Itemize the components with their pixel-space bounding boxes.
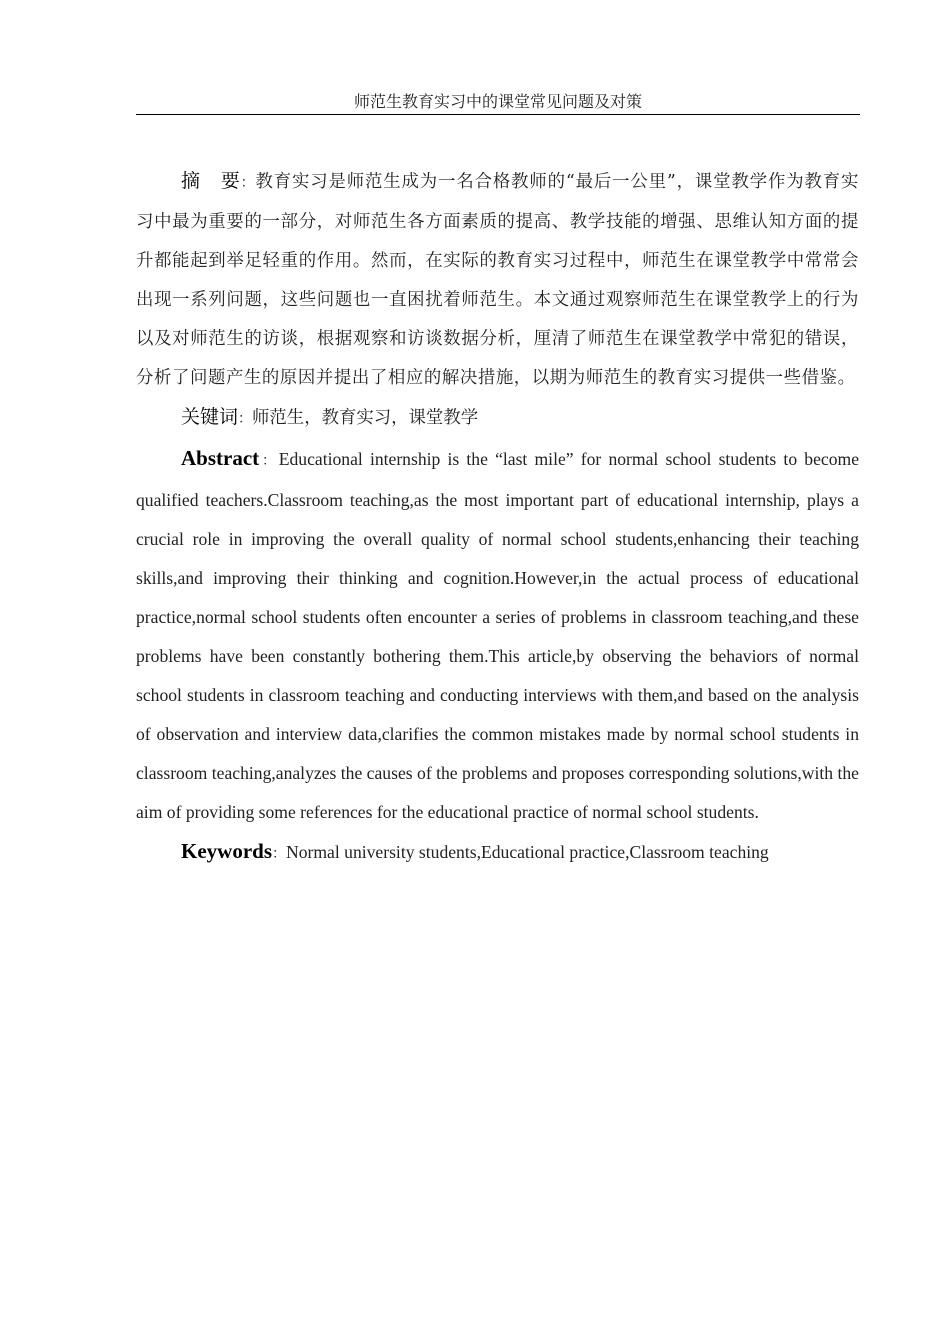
abstract-section <box>136 162 859 874</box>
english-keywords <box>136 832 859 874</box>
english-keywords-text: Normal university students,Educational practice,Classroom teaching <box>286 842 769 862</box>
chinese-keywords-text: 师范生，教育实习，课堂教学 <box>252 408 479 428</box>
chinese-keywords <box>136 398 859 439</box>
chinese-keywords-separator: ： <box>238 411 253 427</box>
english-keywords-separator: ： <box>272 847 286 862</box>
english-abstract-separator: ： <box>259 454 279 469</box>
chinese-abstract-label: 摘 要 <box>181 170 241 192</box>
english-abstract-text: Educational internship is the “last mile” for normal school students to become qualified teachers.Classroom teaching,as the most important part of educational internship, plays a crucial role in improving the overall quality of normal school students,enhancing their teaching skills,and improving their thinking and cognition.However,in the actual process of educational practice,normal school students often encounter a series of problems in classroom teaching,and these problems have been constantly bothering them.This article,by observing the behaviors of normal school students in classroom teaching and conducting interviews with them,and based on the analysis of observation and interview data,clarifies the common mistakes made by normal school students in classroom teaching,analyzes the causes of the problems and proposes corresponding solutions,with the aim of providing some references for the educational practice of normal school students. <box>136 449 860 822</box>
chinese-abstract-text: 教育实习是师范生成为一名合格教师的“最后一公里”，课堂教学作为教育实习中最为重要的一部分，对师范生各方面素质的提高、教学技能的增强、思维认知方面的提升都能起到举足轻重的作用。然而，在实际的教育实习过程中，师范生在课堂教学中常常会出现一系列问题，这些问题也一直困扰着师范生。本文通过观察师范生在课堂教学上的行为以及对师范生的访谈，根据观察和访谈数据分析，厘清了师范生在课堂教学中常犯的错误，分析了问题产生的原因并提出了相应的解决措施，以期为师范生的教育实习提供一些借鉴。 <box>136 172 859 388</box>
english-abstract <box>136 439 859 832</box>
chinese-abstract <box>136 162 859 398</box>
running-header <box>136 90 860 115</box>
chinese-abstract-separator: ： <box>240 175 256 191</box>
english-abstract-label: Abstract <box>181 446 260 470</box>
chinese-keywords-label: 关键词 <box>181 406 239 428</box>
english-keywords-label: Keywords <box>181 839 272 863</box>
header-title: 师范生教育实习中的课堂常见问题及对策 <box>353 92 642 111</box>
